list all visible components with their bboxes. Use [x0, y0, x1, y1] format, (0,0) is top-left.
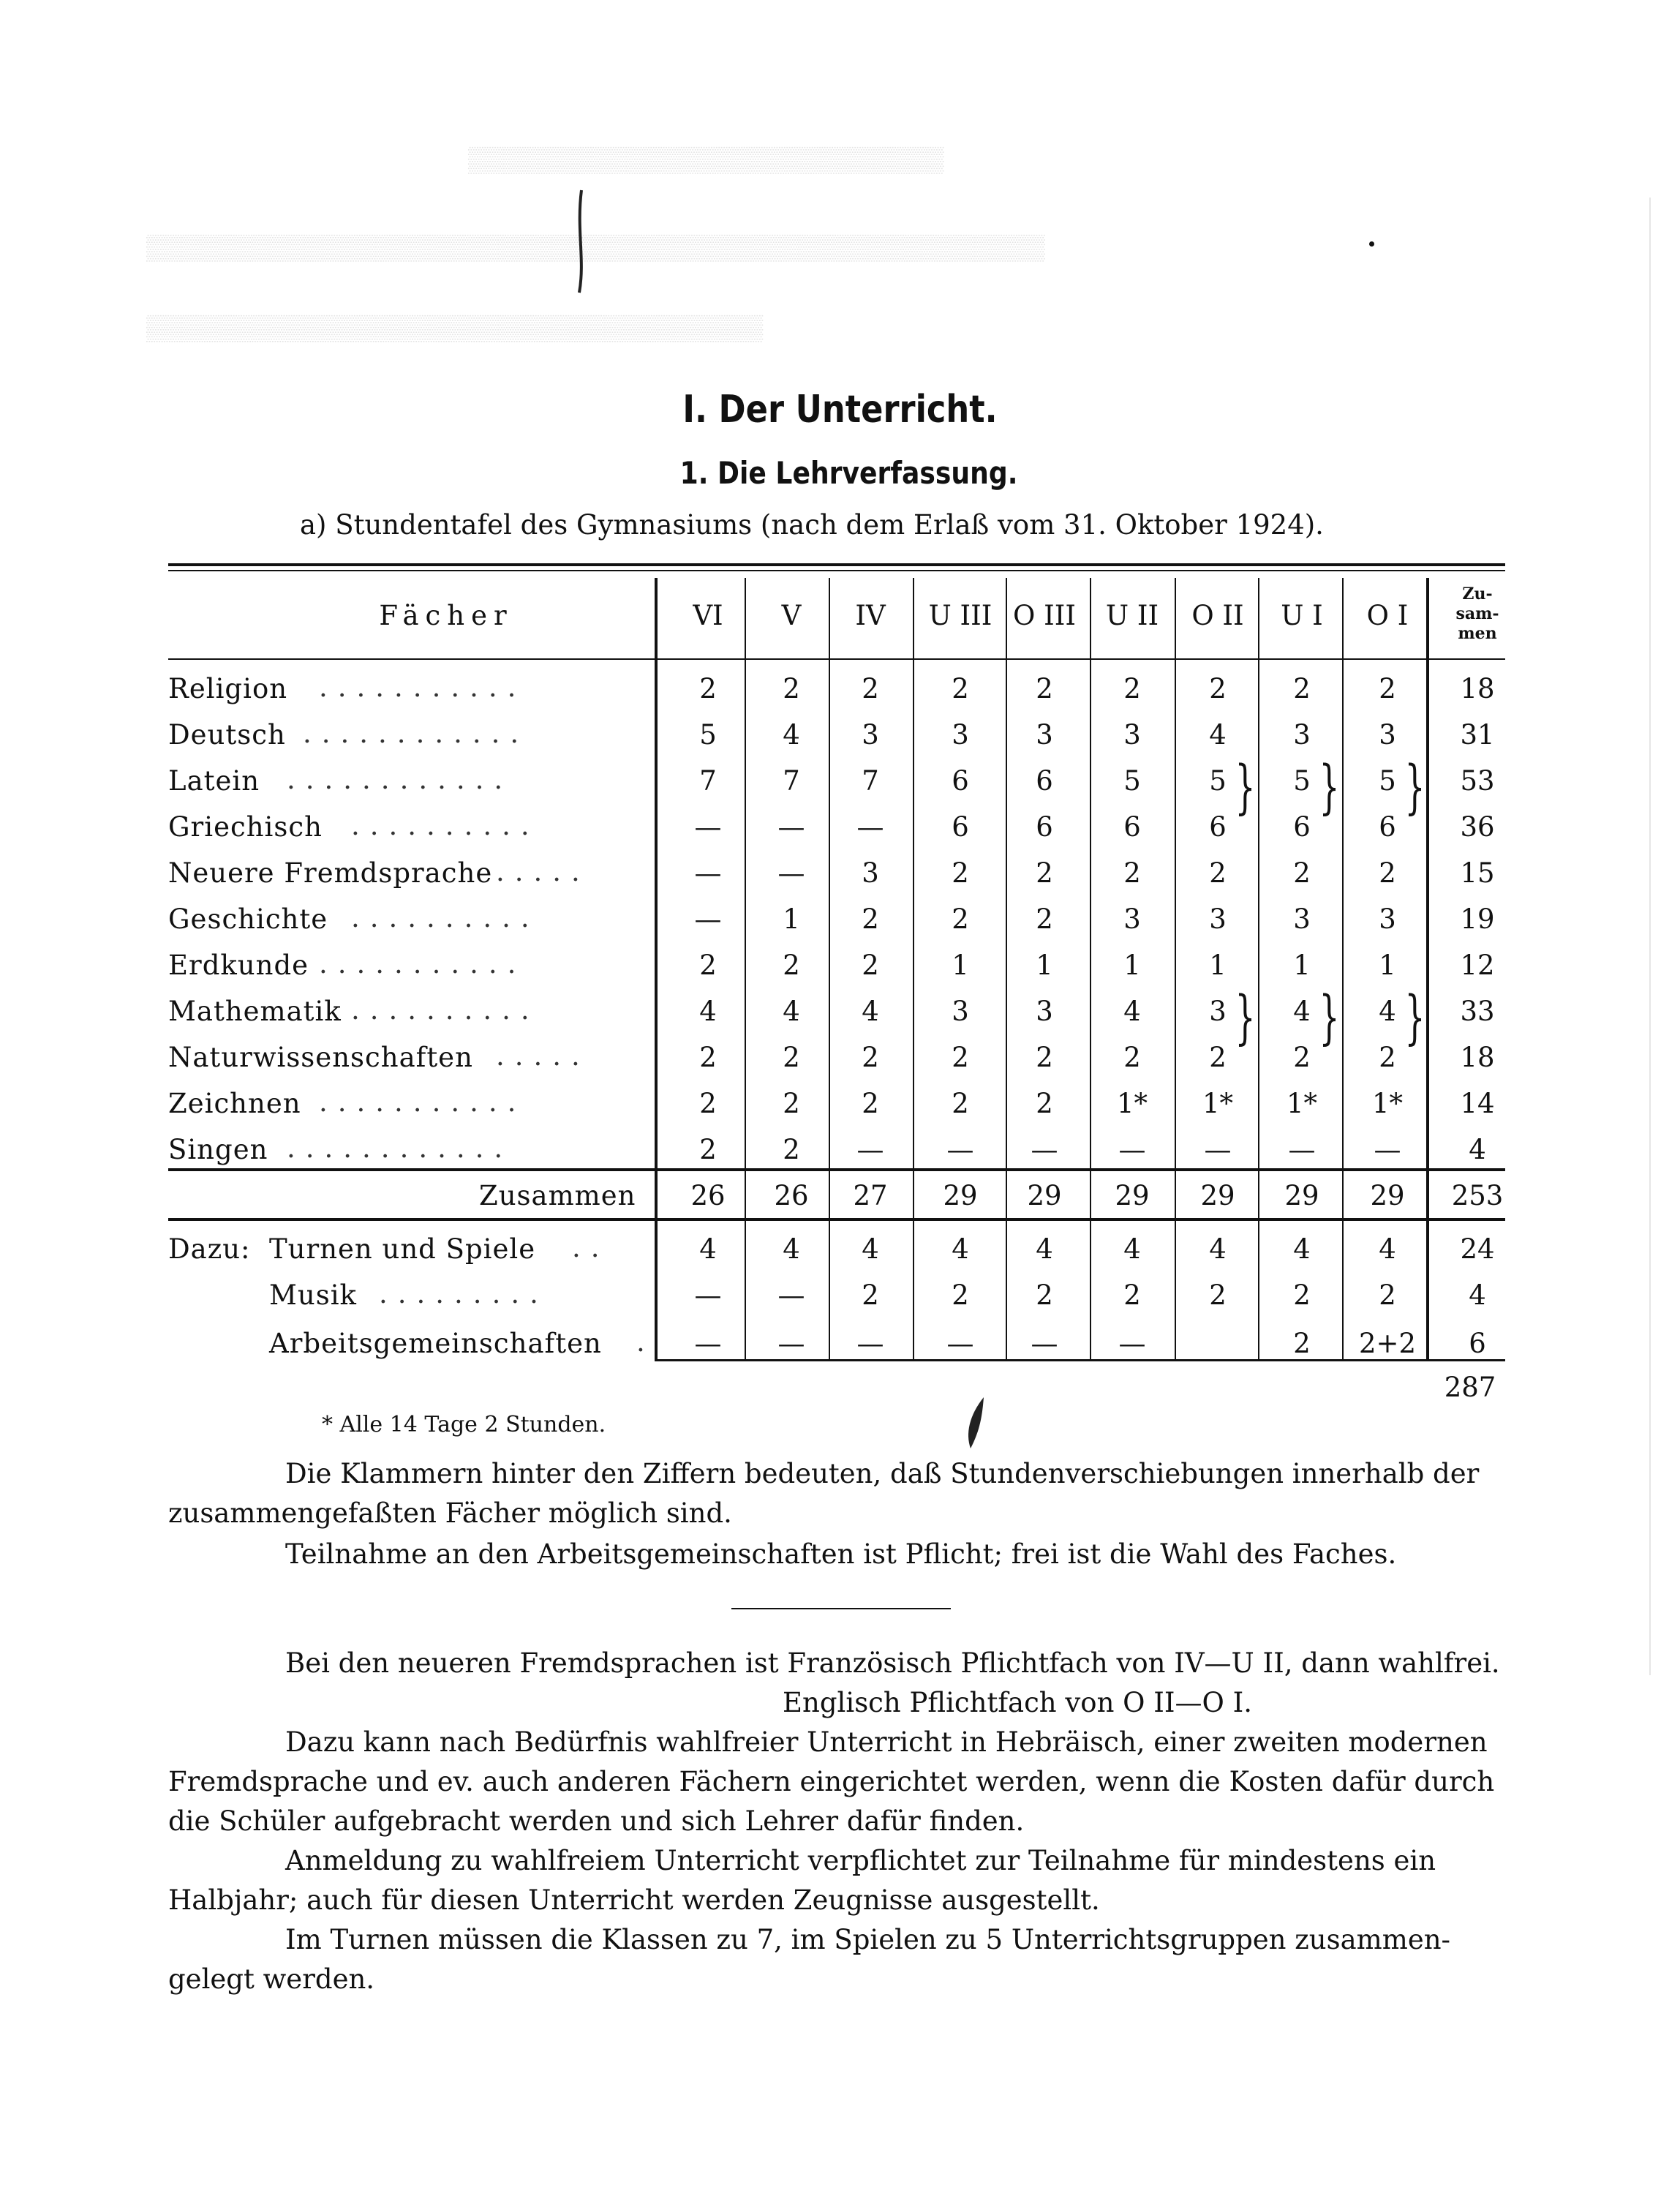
table-cell: 2 [862, 950, 879, 981]
table-cell: 2 [952, 1042, 969, 1073]
subject-label: Latein [168, 765, 260, 797]
table-cell: — [777, 811, 805, 843]
table-cell: 4 [783, 996, 800, 1027]
table-cell: 3 [1036, 719, 1053, 751]
row-total: 53 [1460, 765, 1495, 797]
table-cell: 2 [1123, 673, 1141, 704]
table-cell: 5 [1209, 765, 1227, 797]
table-cell: 2 [1209, 673, 1227, 704]
table-cell: 4 [1209, 719, 1227, 751]
bracket-mark: } [1235, 753, 1256, 821]
subject-label: Religion [168, 673, 288, 704]
page-title: I. Der Unterricht. [682, 388, 998, 432]
table-cell: 1 [783, 903, 800, 935]
extra-subject-label: Musik [269, 1279, 357, 1311]
table-cell: 6 [1293, 811, 1311, 843]
extra-cell: 4 [1036, 1233, 1053, 1265]
table-cell: — [1374, 1134, 1401, 1165]
extra-cell: 2 [862, 1279, 879, 1311]
paragraph-line: Teilnahme an den Arbeitsgemeinschaften ist Pflicht; frei ist die Wahl des Faches. [285, 1538, 1397, 1570]
table-cell: 7 [783, 765, 800, 797]
column-header: O II [1191, 600, 1244, 631]
paragraph-line: Bei den neueren Fremdsprachen ist Französisch Pflichtfach von IV—U II, dann wahlfrei. [285, 1647, 1500, 1679]
table-cell: 2 [1036, 1042, 1053, 1073]
table-top-rule-thin [168, 570, 1505, 571]
sum-bottom-rule [168, 1218, 1505, 1221]
subject-label: Zeichnen [168, 1088, 301, 1119]
leader-dots: ............ [303, 718, 530, 749]
table-cell: 2 [1379, 1042, 1396, 1073]
paragraph-line: die Schüler aufgebracht werden und sich Lehrer dafür finden. [168, 1805, 1025, 1837]
table-cell: 4 [1293, 996, 1311, 1027]
table-cell: 4 [699, 996, 717, 1027]
sum-cell: 26 [690, 1180, 726, 1211]
column-rule [913, 578, 914, 1359]
table-cell: 1 [1293, 950, 1311, 981]
table-cell: 3 [1379, 719, 1396, 751]
leader-dots: ..... [496, 856, 590, 887]
row-total: 18 [1460, 673, 1495, 704]
table-cell: 1 [1123, 950, 1141, 981]
leader-dots: .......... [351, 994, 540, 1026]
paragraph-line: Englisch Pflichtfach von O II—O I. [783, 1687, 1252, 1718]
table-cell: — [694, 903, 722, 935]
table-cell: 2 [1036, 673, 1053, 704]
show-through: ▒▒▒▒▒▒▒▒▒▒▒▒▒▒▒▒▒▒▒▒▒▒▒▒▒▒▒ [468, 146, 944, 173]
extra-cell: 2 [1293, 1328, 1311, 1359]
extra-total: 24 [1460, 1233, 1495, 1265]
table-cell: 7 [862, 765, 879, 797]
sum-cell: 29 [1284, 1180, 1319, 1211]
paragraph-line: Die Klammern hinter den Ziffern bedeuten, daß Stundenverschiebungen innerhalb der [285, 1458, 1480, 1489]
table-cell: 2 [952, 857, 969, 889]
table-cell: — [1204, 1134, 1232, 1165]
table-cell: 6 [1036, 765, 1053, 797]
table-cell: — [856, 1134, 884, 1165]
table-cell: 3 [952, 996, 969, 1027]
table-top-rule [168, 563, 1505, 566]
extra-cell: 4 [862, 1233, 879, 1265]
table-cell: 3 [1209, 996, 1227, 1027]
extra-cell: 2 [1036, 1279, 1053, 1311]
table-cell: 2 [862, 1042, 879, 1073]
table-cell: — [1118, 1134, 1146, 1165]
table-cell: 2 [699, 1088, 717, 1119]
total-header: sam- [1455, 604, 1499, 623]
row-total: 33 [1460, 996, 1495, 1027]
column-header: O I [1366, 600, 1409, 631]
extra-cell: — [777, 1279, 805, 1311]
table-cell: 1 [952, 950, 969, 981]
table-cell: 2 [862, 903, 879, 935]
table-cell: 3 [1379, 903, 1396, 935]
grand-total: 287 [1444, 1372, 1496, 1403]
table-caption: a) Stundentafel des Gymnasiums (nach dem Erlaß vom 31. Oktober 1924). [300, 509, 1324, 541]
bracket-mark: } [1319, 753, 1340, 821]
table-cell: 3 [952, 719, 969, 751]
leader-dots: .......... [351, 902, 540, 933]
sum-cell: 29 [943, 1180, 978, 1211]
table-cell: 6 [1036, 811, 1053, 843]
extra-cell: — [1118, 1328, 1146, 1359]
row-total: 14 [1460, 1088, 1495, 1119]
table-cell: 2 [1036, 1088, 1053, 1119]
section-divider [731, 1608, 951, 1609]
table-cell: 1* [1116, 1088, 1148, 1119]
extra-cell: 4 [1293, 1233, 1311, 1265]
table-cell: 2 [952, 903, 969, 935]
extra-cell: 4 [1123, 1233, 1141, 1265]
row-total: 18 [1460, 1042, 1495, 1073]
extra-cell: 2 [1293, 1279, 1311, 1311]
paragraph-line: gelegt werden. [168, 1963, 375, 1995]
extra-cell: 4 [1209, 1233, 1227, 1265]
subtotal-rule [168, 1168, 1505, 1171]
table-cell: 2 [1036, 857, 1053, 889]
table-cell: 5 [699, 719, 717, 751]
table-cell: 5 [1123, 765, 1141, 797]
table-cell: 1 [1036, 950, 1053, 981]
total-header: Zu- [1462, 584, 1493, 604]
table-cell: 1 [1379, 950, 1396, 981]
leader-dots: ............ [287, 1132, 513, 1164]
extra-cell: — [777, 1328, 805, 1359]
table-cell: 2 [699, 950, 717, 981]
table-cell: — [856, 811, 884, 843]
column-header: U I [1281, 600, 1323, 631]
sum-cell: 26 [774, 1180, 809, 1211]
table-cell: 6 [1379, 811, 1396, 843]
extra-subject-label: Arbeitsgemeinschaften [269, 1328, 602, 1359]
extra-cell: 4 [1379, 1233, 1396, 1265]
leader-dots: ............ [287, 764, 513, 795]
extra-total: 6 [1469, 1328, 1486, 1359]
table-cell: 2 [952, 673, 969, 704]
sum-cell: 29 [1200, 1180, 1235, 1211]
table-cell: 2 [1293, 1042, 1311, 1073]
table-cell: 3 [1123, 719, 1141, 751]
bracket-mark: } [1319, 983, 1340, 1051]
header-bottom-rule [168, 658, 1505, 660]
extra-cell: 4 [783, 1233, 800, 1265]
subject-label: Neuere Fremdsprache [168, 857, 493, 889]
table-cell: 2 [783, 673, 800, 704]
table-cell: 1* [1371, 1088, 1404, 1119]
table-cell: 4 [862, 996, 879, 1027]
table-cell: 1* [1286, 1088, 1318, 1119]
bracket-mark: } [1404, 753, 1425, 821]
table-cell: 4 [1379, 996, 1396, 1027]
show-through: ▒▒▒▒▒▒▒▒▒▒▒▒▒▒▒▒▒▒▒▒▒▒▒▒▒▒▒▒▒▒▒▒▒▒▒▒▒▒▒▒▒▒▒▒▒▒▒▒▒▒▒ [146, 234, 1045, 261]
table-cell: 5 [1379, 765, 1396, 797]
column-rule [1090, 578, 1091, 1359]
table-cell: 2 [783, 1088, 800, 1119]
table-cell: 2 [952, 1088, 969, 1119]
extra-cell: — [856, 1328, 884, 1359]
table-cell: 1 [1209, 950, 1227, 981]
extra-total: 4 [1469, 1279, 1486, 1311]
column-header: U III [928, 600, 992, 631]
column-header: O III [1013, 600, 1076, 631]
paragraph-line: Fremdsprache und ev. auch anderen Fächern eingerichtet werden, wenn die Kosten dafür durch [168, 1766, 1495, 1797]
extra-cell: 2 [952, 1279, 969, 1311]
sum-total: 253 [1451, 1180, 1504, 1211]
table-cell: 2 [862, 673, 879, 704]
footnote: * Alle 14 Tage 2 Stunden. [322, 1412, 606, 1437]
table-cell: 2 [699, 1042, 717, 1073]
table-cell: — [946, 1134, 974, 1165]
table-cell: 2 [1293, 857, 1311, 889]
subject-label: Geschichte [168, 903, 328, 935]
leader-dots: ........... [319, 1086, 527, 1118]
table-cell: 2 [1123, 857, 1141, 889]
sum-cell: 29 [1370, 1180, 1405, 1211]
table-cell: — [1288, 1134, 1316, 1165]
table-cell: 3 [1036, 996, 1053, 1027]
table-cell: 1* [1202, 1088, 1234, 1119]
table-cell: 3 [1123, 903, 1141, 935]
table-cell: 2 [1209, 857, 1227, 889]
subject-label: Singen [168, 1134, 268, 1165]
total-header: men [1458, 624, 1497, 643]
paragraph-line: zusammengefaßten Fächer möglich sind. [168, 1497, 732, 1529]
subject-label: Erdkunde [168, 950, 309, 981]
leader-dots: ......... [379, 1278, 549, 1309]
section-title: 1. Die Lehrverfassung. [679, 455, 1018, 491]
paragraph-line: Anmeldung zu wahlfreiem Unterricht verpflichtet zur Teilnahme für mindestens ein [285, 1845, 1436, 1876]
leader-dots: .......... [351, 810, 540, 841]
extra-cell: 4 [952, 1233, 969, 1265]
table-cell: 2 [783, 1042, 800, 1073]
table-cell: 7 [699, 765, 717, 797]
scan-mark [570, 187, 592, 296]
table-cell: 6 [952, 765, 969, 797]
column-header: U II [1105, 600, 1159, 631]
extra-cell: 2+2 [1358, 1328, 1417, 1359]
column-rule [1342, 578, 1344, 1359]
column-rule [1258, 578, 1259, 1359]
table-cell: 2 [783, 950, 800, 981]
table-cell: 2 [862, 1088, 879, 1119]
table-cell: 3 [1209, 903, 1227, 935]
extra-cell: — [1031, 1328, 1058, 1359]
column-rule [1175, 578, 1176, 1359]
extra-cell: — [694, 1279, 722, 1311]
extra-cell: — [946, 1328, 974, 1359]
table-cell: — [694, 811, 722, 843]
paragraph-line: Halbjahr; auch für diesen Unterricht werden Zeugnisse ausgestellt. [168, 1884, 1100, 1916]
subject-label: Mathematik [168, 996, 342, 1027]
table-cell: 2 [783, 1134, 800, 1165]
extra-cell: 2 [1209, 1279, 1227, 1311]
subject-label: Naturwissenschaften [168, 1042, 473, 1073]
scan-dot [1369, 241, 1374, 247]
table-cell: 2 [1293, 673, 1311, 704]
extra-cell: — [694, 1328, 722, 1359]
table-cell: 2 [1379, 857, 1396, 889]
subject-label: Griechisch [168, 811, 323, 843]
table-cell: 3 [862, 719, 879, 751]
bracket-mark: } [1235, 983, 1256, 1051]
row-total: 36 [1460, 811, 1495, 843]
extra-cell: 2 [1379, 1279, 1396, 1311]
extra-cell: 2 [1123, 1279, 1141, 1311]
paragraph-line: Dazu kann nach Bedürfnis wahlfreier Unterricht in Hebräisch, einer zweiten modernen [285, 1726, 1488, 1758]
column-header: IV [855, 600, 886, 631]
sum-label: Zusammen [479, 1180, 636, 1211]
leader-dots: ..... [496, 1040, 590, 1072]
row-total: 19 [1460, 903, 1495, 935]
table-cell: 5 [1293, 765, 1311, 797]
table-cell: 3 [862, 857, 879, 889]
show-through-rule [1649, 198, 1651, 1675]
subject-header: Fächer [379, 600, 513, 631]
table-cell: 6 [1209, 811, 1227, 843]
table-cell: 2 [699, 673, 717, 704]
extras-prefix: Dazu: [168, 1233, 251, 1265]
sum-cell: 27 [853, 1180, 888, 1211]
subject-label: Deutsch [168, 719, 286, 751]
column-rule [655, 578, 658, 1359]
table-cell: 6 [1123, 811, 1141, 843]
table-cell: 4 [1123, 996, 1141, 1027]
leader-dots: ........... [319, 672, 527, 703]
table-cell: 3 [1293, 903, 1311, 935]
row-total: 4 [1469, 1134, 1486, 1165]
show-through: ▒▒▒▒▒▒▒▒▒▒▒▒▒▒▒▒▒▒▒▒▒▒▒▒▒▒▒▒▒▒▒▒▒▒▒ [146, 315, 764, 342]
sum-cell: 29 [1115, 1180, 1150, 1211]
bracket-mark: } [1404, 983, 1425, 1051]
extras-bottom-rule [655, 1359, 1505, 1361]
table-cell: 2 [1123, 1042, 1141, 1073]
leader-dots: .. [572, 1232, 610, 1263]
column-header: V [781, 600, 802, 631]
table-cell: — [777, 857, 805, 889]
table-cell: 2 [1209, 1042, 1227, 1073]
extra-cell: 4 [699, 1233, 717, 1265]
leader-dots: . [636, 1326, 655, 1358]
column-header: VI [693, 600, 723, 631]
table-cell: — [694, 857, 722, 889]
row-total: 31 [1460, 719, 1495, 751]
table-cell: 3 [1293, 719, 1311, 751]
table-cell: 2 [699, 1134, 717, 1165]
paragraph-line: Im Turnen müssen die Klassen zu 7, im Spielen zu 5 Unterrichtsgruppen zusammen- [285, 1924, 1451, 1955]
table-cell: 2 [1036, 903, 1053, 935]
table-cell: 2 [1379, 673, 1396, 704]
sum-cell: 29 [1027, 1180, 1062, 1211]
scan-mark [962, 1394, 991, 1452]
table-cell: 6 [952, 811, 969, 843]
row-total: 15 [1460, 857, 1495, 889]
row-total: 12 [1460, 950, 1495, 981]
table-cell: — [1031, 1134, 1058, 1165]
table-cell: 4 [783, 719, 800, 751]
extra-subject-label: Turnen und Spiele [269, 1233, 536, 1265]
leader-dots: ........... [319, 948, 527, 980]
